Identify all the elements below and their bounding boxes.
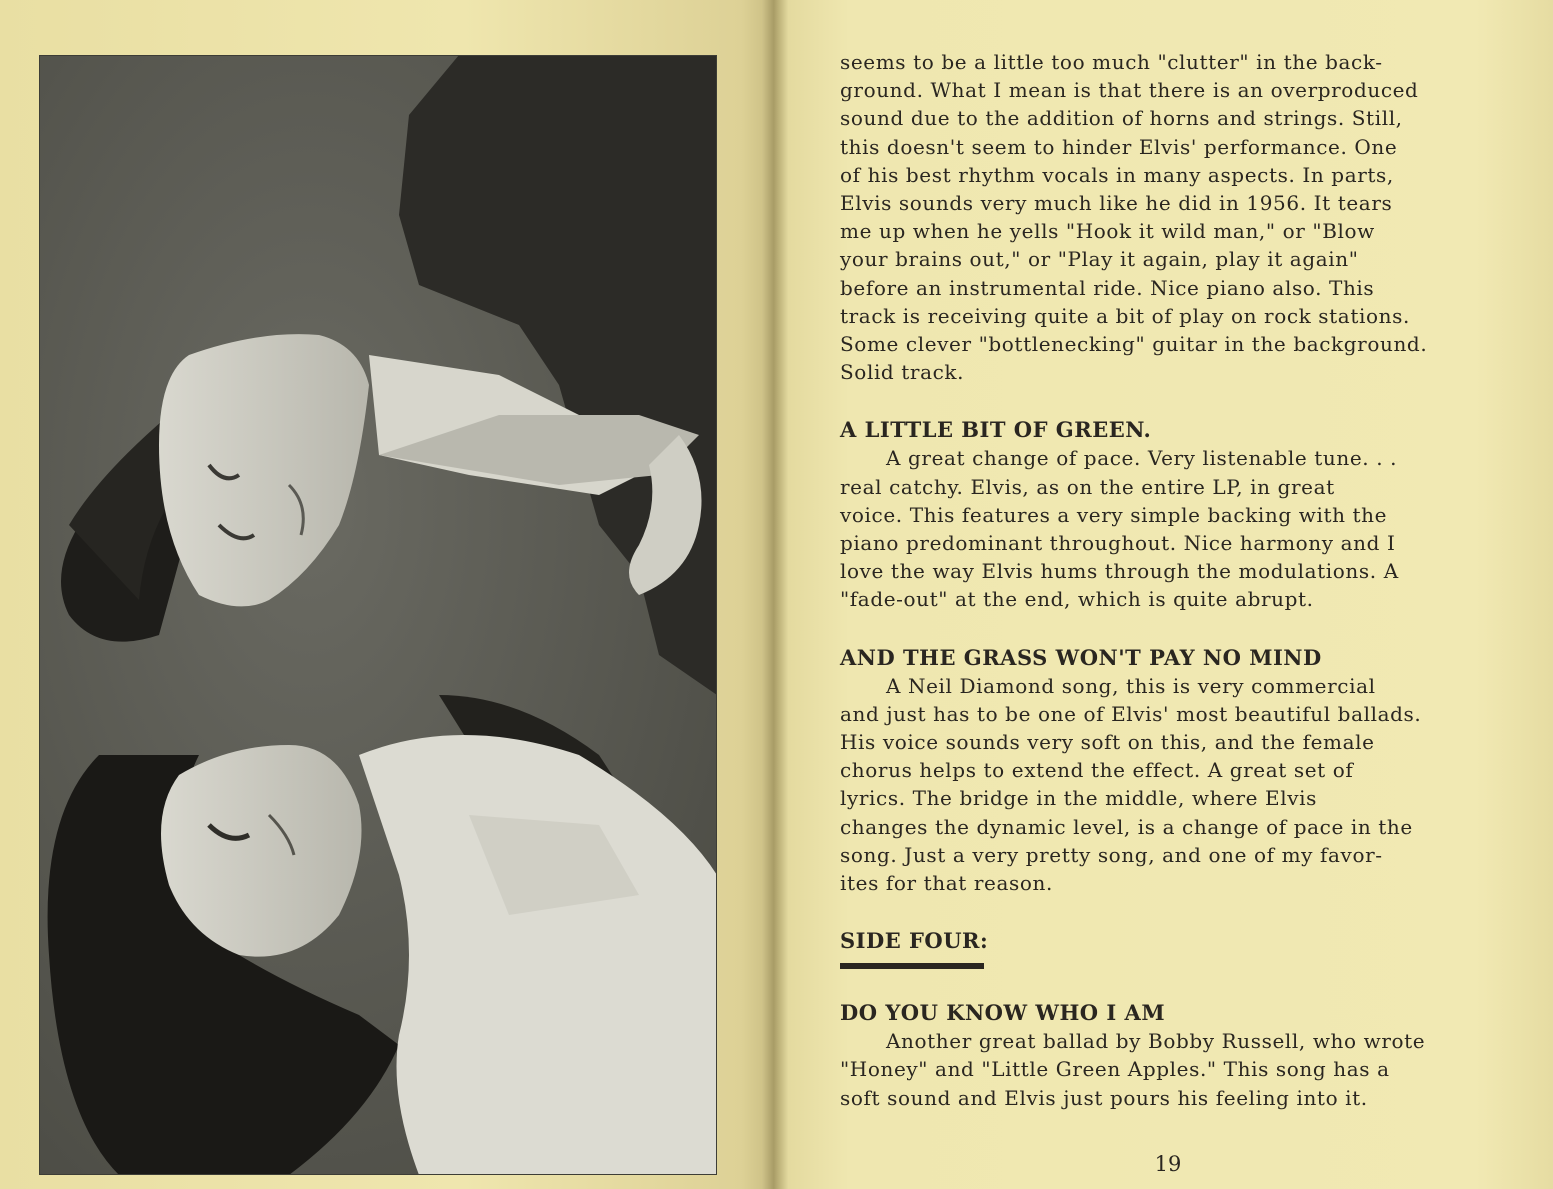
text-line: changes the dynamic level, is a change of pace in the xyxy=(840,814,1413,839)
text-line: ites for that reason. xyxy=(840,871,1053,896)
page-number: 19 xyxy=(1154,1152,1182,1176)
text-line: A Neil Diamond song, this is very commercial xyxy=(886,673,1376,698)
text-line: voice. This features a very simple backing with the xyxy=(840,502,1388,527)
text-line: song. Just a very pretty song, and one of my favor- xyxy=(840,842,1383,867)
text-line: track is receiving quite a bit of play on rock stations. xyxy=(840,303,1410,328)
text-line: me up when he yells "Hook it wild man," or "Blow xyxy=(840,219,1375,244)
text-line: lyrics. The bridge in the middle, where Elvis xyxy=(840,786,1318,811)
text-line: His voice sounds very soft on this, and the female xyxy=(840,730,1375,755)
text-line: soft sound and Elvis just pours his feeling into it. xyxy=(840,1085,1368,1110)
text-line: Some clever "bottlenecking" guitar in the background. xyxy=(840,332,1428,357)
section-grass-wont-pay-no-mind xyxy=(840,644,1530,898)
section-do-you-know-who-i-am xyxy=(840,999,1530,1112)
text-line: this doesn't seem to hinder Elvis' performance. One xyxy=(840,134,1398,159)
photo-illustration xyxy=(39,55,717,1175)
photograph xyxy=(39,55,717,1175)
text-line: ground. What I mean is that there is an overproduced xyxy=(840,78,1419,103)
section-little-bit-of-green xyxy=(840,416,1530,613)
text-line: piano predominant throughout. Nice harmony and I xyxy=(840,531,1396,556)
text-column xyxy=(840,48,1530,1112)
section-text xyxy=(840,444,1530,613)
text-line: "fade-out" at the end, which is quite abrupt. xyxy=(840,587,1314,612)
text-line: Solid track. xyxy=(840,360,965,385)
divider-rule xyxy=(840,963,984,969)
song-title: A LITTLE BIT OF GREEN. xyxy=(840,417,1152,443)
side-heading: SIDE FOUR: xyxy=(840,928,989,954)
text-line: seems to be a little too much "clutter" in the back- xyxy=(840,50,1383,74)
section-text xyxy=(840,672,1530,898)
song-title: DO YOU KNOW WHO I AM xyxy=(840,1000,1166,1026)
song-title: AND THE GRASS WON'T PAY NO MIND xyxy=(840,644,1322,670)
text-line: chorus helps to extend the effect. A great set of xyxy=(840,758,1354,783)
text-line: Another great ballad by Bobby Russell, who wrote xyxy=(886,1029,1426,1054)
text-line: "Honey" and "Little Green Apples." This song has a xyxy=(840,1057,1390,1082)
text-line: A great change of pace. Very listenable tune. . . xyxy=(886,446,1398,471)
section-text xyxy=(840,1027,1530,1112)
text-line: love the way Elvis hums through the modulations. A xyxy=(840,559,1399,584)
text-line: and just has to be one of Elvis' most beautiful ballads. xyxy=(840,701,1422,726)
text-line: of his best rhythm vocals in many aspects. In parts, xyxy=(840,162,1394,187)
text-line: your brains out," or "Play it again, play it again" xyxy=(840,247,1359,272)
text-line: sound due to the addition of horns and strings. Still, xyxy=(840,106,1403,131)
continued-paragraph xyxy=(840,48,1530,386)
text-line: before an instrumental ride. Nice piano also. This xyxy=(840,275,1375,300)
text-line: Elvis sounds very much like he did in 1956. It tears xyxy=(840,191,1393,216)
left-page xyxy=(0,0,772,1189)
text-line: real catchy. Elvis, as on the entire LP, in great xyxy=(840,474,1335,499)
book-gutter xyxy=(762,0,788,1189)
side-four-block xyxy=(840,927,1530,969)
